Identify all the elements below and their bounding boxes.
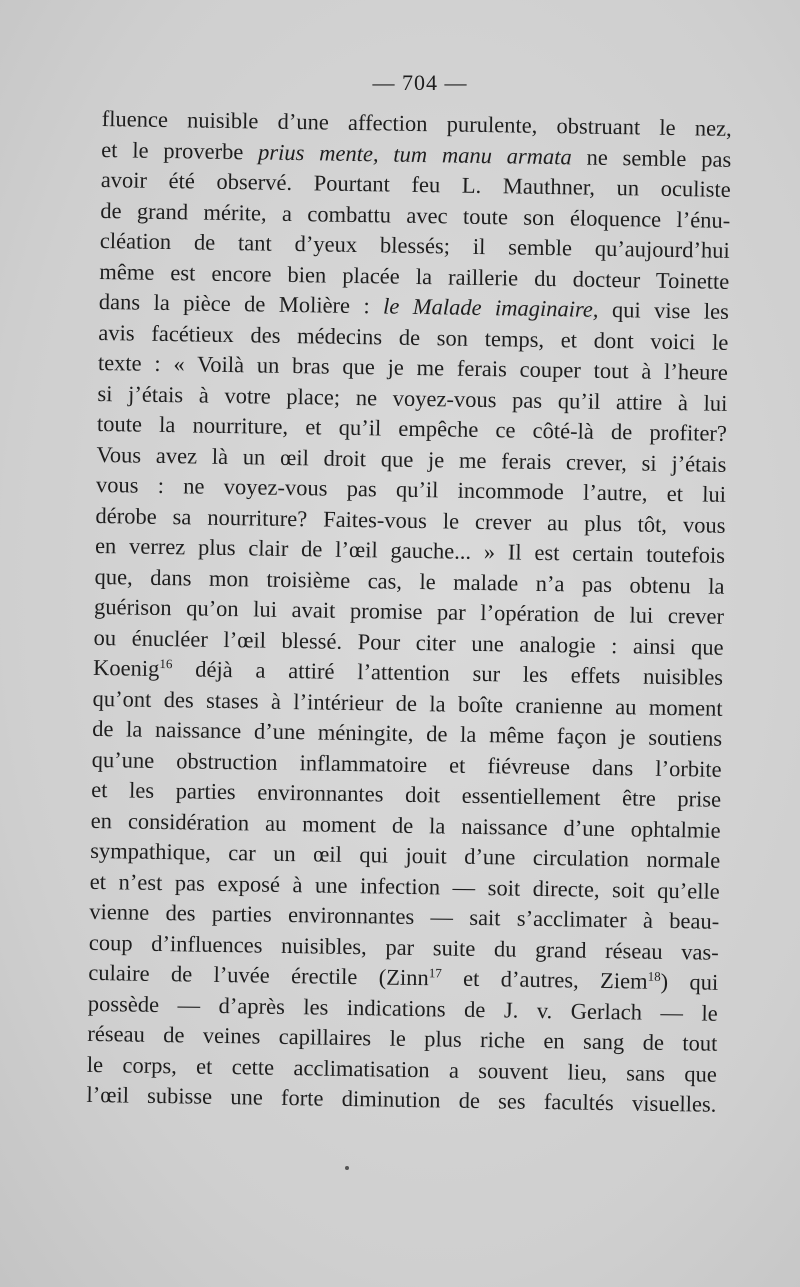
text-segment: fluence nuisible d’une affection purulente, obstruant le nez, [101,105,732,141]
text-segment: même est encore bien placée la raillerie du docteur Toinette [99,258,730,294]
text-segment: possède — d’après les indications de J. v. Gerlach — le [87,990,718,1026]
text-segment: guérison qu’on lui avait promise par l’opération de lui crever [93,593,725,629]
text-segment: et n’est pas exposé à une infection — soit directe, soit qu’elle [89,868,720,904]
text-segment: cléation de tant d’yeux blessés; il semble qu’aujourd’hui [99,227,730,263]
text-segment: Koenig [92,654,160,681]
text-segment: qui vise les [598,296,730,324]
footnote-ref: 16 [159,655,173,672]
text-segment: en considération au moment de la naissance d’une ophtalmie [90,807,721,843]
text-segment: avoir été observé. Pourtant feu L. Mauthner, un oculiste [100,166,731,202]
body-text [86,104,732,1120]
text-segment: le corps, et cette acclimatisation a souvent lieu, sans que [86,1051,718,1087]
text-segment: ou énucléer l’œil blessé. Pour citer une analogie : ainsi que [93,624,724,660]
text-segment: réseau de veines capillaires le plus riche en sang de tout [87,1020,718,1056]
text-segment: vienne des parties environnantes — sait s’acclimater à beau- [89,898,720,934]
text-segment: de grand mérite, a combattu avec toute son éloquence l’énu- [100,197,731,233]
text-segment: que, dans mon troisième cas, le malade n’a pas obtenu la [94,563,725,599]
italic-text: le Malade imaginaire, [382,293,599,322]
footnote-ref: 18 [647,968,661,984]
text-segment: texte : « Voilà un bras que je me ferais couper tout à l’heure [97,349,729,385]
text-segment: ) qui [660,968,719,995]
text-segment: sympathique, car un œil qui jouit d’une circulation normale [90,837,721,873]
text-segment: toute la nourriture, et qu’il empêche ce côté-là de profiter? [96,410,728,446]
text-segment: en verrez plus clair de l’œil gauche... » Il est certain toutefois [94,532,726,568]
text-segment: de la naissance d’une méningite, de la même façon je soutiens [91,715,723,751]
text-segment: si j’étais à votre place; ne voyez-vous pas qu’il attire à lui [97,380,728,416]
text-segment: déjà a attiré l’attention sur les effets nuisibles [172,656,724,690]
text-segment: et le proverbe [101,136,259,164]
text-segment: l’œil subisse une forte diminution de ses facultés visuelles. [86,1081,717,1117]
text-segment: avis facétieux des médecins de son temps, et dont voici le [98,319,729,355]
text-segment: et d’autres, Ziem [441,965,648,994]
text-segment: dans la pièce de Molière : [98,288,384,319]
text-segment: vous : ne voyez-vous pas qu’il incommode l’autre, et lui [95,471,727,507]
text-segment: dérobe sa nourriture? Faites-vous le crever au plus tôt, vous [95,502,726,538]
text-segment: ne semble pas [571,143,732,172]
footnote-ref: 17 [428,965,442,981]
text-segment: coup d’influences nuisibles, par suite du grand réseau vas- [88,929,719,965]
text-segment: Vous avez là un œil droit que je me ferais crever, si j’étais [96,441,727,477]
text-segment: qu’une obstruction inflammatoire et fiévreuse dans l’orbite [91,746,722,782]
page-number: — 704 — [372,70,468,95]
ink-speck [345,1166,349,1170]
text-segment: qu’ont des stases à l’intérieur de la boîte cranienne au moment [92,685,723,721]
italic-text: prius mente, tum manu armata [257,138,572,169]
text-segment: et les parties environnantes doit essentiellement être prise [91,776,722,812]
text-segment: culaire de l’uvée érectile (Zinn [88,959,429,991]
